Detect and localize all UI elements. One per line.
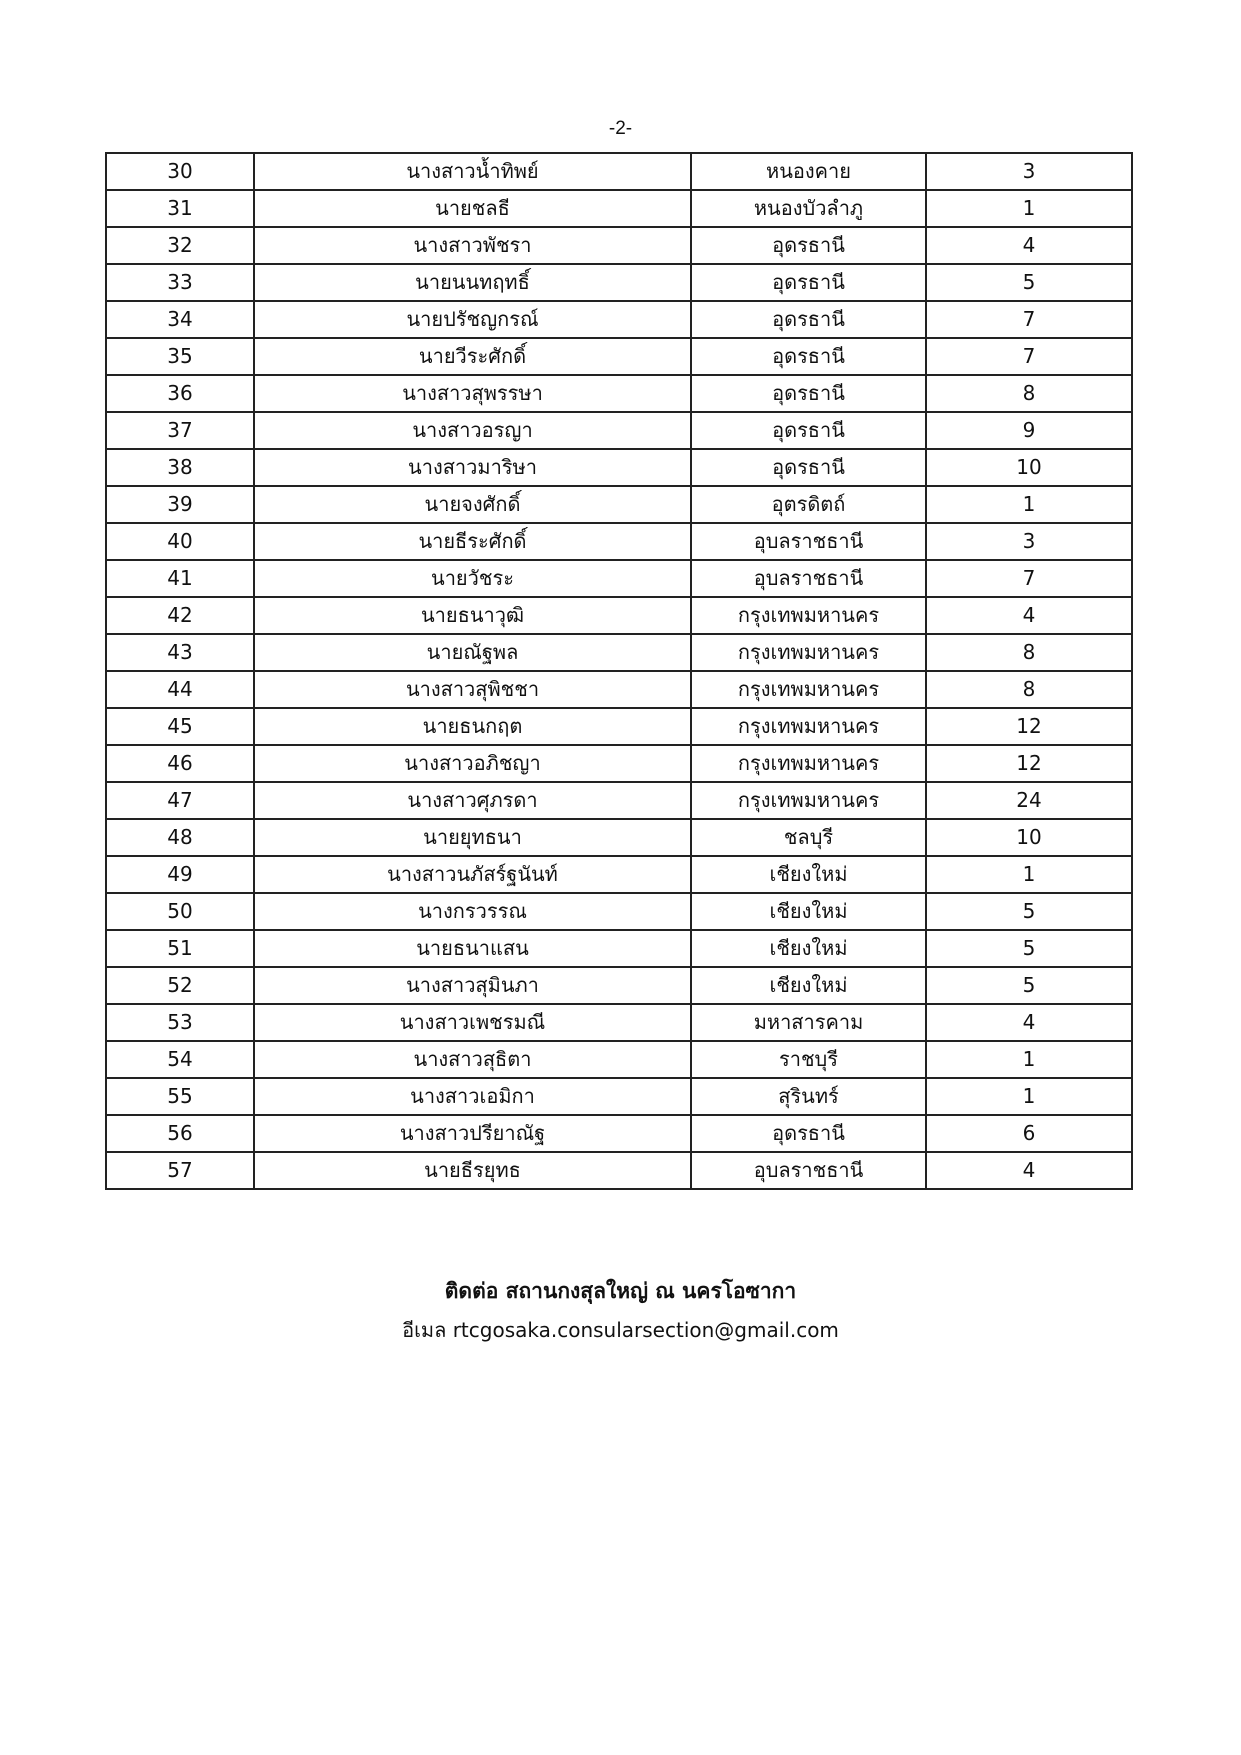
cell-no: 53: [106, 1004, 254, 1041]
table-row: [106, 523, 1132, 560]
cell-count: 12: [926, 708, 1132, 745]
cell-no: 39: [106, 486, 254, 523]
cell-count: 24: [926, 782, 1132, 819]
cell-count: 7: [926, 338, 1132, 375]
cell-province: อุบลราชธานี: [691, 1152, 926, 1189]
cell-no: 52: [106, 967, 254, 1004]
cell-count: 7: [926, 560, 1132, 597]
cell-name: นายธีระศักดิ์: [254, 523, 691, 560]
table-row: [106, 264, 1132, 301]
cell-name: นายปรัชญกรณ์: [254, 301, 691, 338]
cell-name: นางสาวสุธิตา: [254, 1041, 691, 1078]
cell-no: 40: [106, 523, 254, 560]
table-row: [106, 745, 1132, 782]
cell-count: 4: [926, 1152, 1132, 1189]
cell-province: มหาสารคาม: [691, 1004, 926, 1041]
cell-province: ราชบุรี: [691, 1041, 926, 1078]
table-row: [106, 1041, 1132, 1078]
table-row: [106, 375, 1132, 412]
cell-count: 1: [926, 856, 1132, 893]
cell-name: นายธีรยุทธ: [254, 1152, 691, 1189]
cell-name: นายวีระศักดิ์: [254, 338, 691, 375]
cell-province: กรุงเทพมหานคร: [691, 634, 926, 671]
cell-province: เชียงใหม่: [691, 967, 926, 1004]
table-row: [106, 412, 1132, 449]
table-row: [106, 708, 1132, 745]
table-row: [106, 301, 1132, 338]
cell-province: ชลบุรี: [691, 819, 926, 856]
cell-no: 41: [106, 560, 254, 597]
cell-province: อุดรธานี: [691, 264, 926, 301]
cell-count: 7: [926, 301, 1132, 338]
cell-no: 34: [106, 301, 254, 338]
cell-count: 4: [926, 227, 1132, 264]
cell-province: อุดรธานี: [691, 412, 926, 449]
table-row: [106, 560, 1132, 597]
cell-count: 5: [926, 930, 1132, 967]
cell-province: เชียงใหม่: [691, 856, 926, 893]
cell-no: 54: [106, 1041, 254, 1078]
cell-name: นางสาวสุพิชชา: [254, 671, 691, 708]
table-row: [106, 338, 1132, 375]
table-row: [106, 967, 1132, 1004]
contact-email: อีเมล rtcgosaka.consularsection@gmail.com: [402, 1318, 839, 1342]
cell-name: นางสาวศุภรดา: [254, 782, 691, 819]
cell-name: นายนนทฤทธิ์: [254, 264, 691, 301]
cell-no: 31: [106, 190, 254, 227]
cell-name: นายชลธี: [254, 190, 691, 227]
cell-province: อุดรธานี: [691, 375, 926, 412]
table-row: [106, 153, 1132, 190]
cell-no: 33: [106, 264, 254, 301]
cell-no: 48: [106, 819, 254, 856]
cell-no: 56: [106, 1115, 254, 1152]
cell-province: อุดรธานี: [691, 449, 926, 486]
table-row: [106, 190, 1132, 227]
cell-count: 6: [926, 1115, 1132, 1152]
table-row: [106, 1004, 1132, 1041]
cell-province: อุดรธานี: [691, 301, 926, 338]
cell-province: กรุงเทพมหานคร: [691, 671, 926, 708]
cell-name: นางสาวอรญา: [254, 412, 691, 449]
table-row: [106, 782, 1132, 819]
cell-count: 3: [926, 523, 1132, 560]
cell-province: เชียงใหม่: [691, 930, 926, 967]
table-row: [106, 449, 1132, 486]
cell-no: 45: [106, 708, 254, 745]
cell-no: 51: [106, 930, 254, 967]
cell-province: กรุงเทพมหานคร: [691, 782, 926, 819]
page-number: -2-: [608, 118, 633, 139]
cell-name: นางสาวนภัสร์ฐนันท์: [254, 856, 691, 893]
cell-province: กรุงเทพมหานคร: [691, 597, 926, 634]
table-row: [106, 856, 1132, 893]
cell-count: 4: [926, 1004, 1132, 1041]
roster-table: [105, 152, 1133, 1190]
cell-name: นายธนกฤต: [254, 708, 691, 745]
cell-count: 1: [926, 1078, 1132, 1115]
cell-province: กรุงเทพมหานคร: [691, 745, 926, 782]
cell-no: 57: [106, 1152, 254, 1189]
cell-no: 38: [106, 449, 254, 486]
cell-no: 46: [106, 745, 254, 782]
cell-no: 55: [106, 1078, 254, 1115]
cell-no: 32: [106, 227, 254, 264]
cell-count: 5: [926, 264, 1132, 301]
cell-count: 10: [926, 449, 1132, 486]
table-row: [106, 1078, 1132, 1115]
cell-count: 1: [926, 1041, 1132, 1078]
cell-no: 47: [106, 782, 254, 819]
table-row: [106, 1152, 1132, 1189]
cell-name: นางสาวน้ำทิพย์: [254, 153, 691, 190]
table-row: [106, 486, 1132, 523]
cell-count: 8: [926, 375, 1132, 412]
cell-no: 42: [106, 597, 254, 634]
cell-no: 37: [106, 412, 254, 449]
cell-name: นางสาวปรียาณัฐ: [254, 1115, 691, 1152]
cell-name: นางสาวสุมินภา: [254, 967, 691, 1004]
cell-province: หนองบัวลำภู: [691, 190, 926, 227]
cell-count: 5: [926, 967, 1132, 1004]
cell-name: นางสาวเพชรมณี: [254, 1004, 691, 1041]
cell-province: กรุงเทพมหานคร: [691, 708, 926, 745]
cell-count: 8: [926, 634, 1132, 671]
cell-name: นางสาวอภิชญา: [254, 745, 691, 782]
cell-province: อุดรธานี: [691, 1115, 926, 1152]
cell-count: 4: [926, 597, 1132, 634]
cell-count: 12: [926, 745, 1132, 782]
table-row: [106, 634, 1132, 671]
table-row: [106, 819, 1132, 856]
cell-name: นายวัชระ: [254, 560, 691, 597]
cell-province: หนองคาย: [691, 153, 926, 190]
table-row: [106, 893, 1132, 930]
cell-no: 43: [106, 634, 254, 671]
cell-count: 8: [926, 671, 1132, 708]
cell-name: นายยุทธนา: [254, 819, 691, 856]
cell-name: นางสาวสุพรรษา: [254, 375, 691, 412]
cell-name: นายธนาวุฒิ: [254, 597, 691, 634]
cell-no: 30: [106, 153, 254, 190]
cell-name: นางสาวเอมิกา: [254, 1078, 691, 1115]
cell-name: นายธนาแสน: [254, 930, 691, 967]
cell-count: 10: [926, 819, 1132, 856]
contact-title: ติดต่อ สถานกงสุลใหญ่ ณ นครโอซากา: [444, 1279, 797, 1303]
cell-count: 9: [926, 412, 1132, 449]
roster-table-body: [106, 153, 1132, 1189]
cell-province: อุตรดิตถ์: [691, 486, 926, 523]
cell-province: อุดรธานี: [691, 338, 926, 375]
cell-no: 49: [106, 856, 254, 893]
cell-no: 36: [106, 375, 254, 412]
cell-province: อุบลราชธานี: [691, 523, 926, 560]
cell-count: 5: [926, 893, 1132, 930]
cell-name: นางสาวพัชรา: [254, 227, 691, 264]
cell-no: 44: [106, 671, 254, 708]
cell-count: 3: [926, 153, 1132, 190]
cell-province: อุบลราชธานี: [691, 560, 926, 597]
cell-count: 1: [926, 190, 1132, 227]
table-row: [106, 227, 1132, 264]
cell-province: เชียงใหม่: [691, 893, 926, 930]
cell-no: 35: [106, 338, 254, 375]
cell-province: สุรินทร์: [691, 1078, 926, 1115]
cell-count: 1: [926, 486, 1132, 523]
table-row: [106, 597, 1132, 634]
table-row: [106, 671, 1132, 708]
cell-name: นายจงศักดิ์: [254, 486, 691, 523]
table-row: [106, 1115, 1132, 1152]
cell-no: 50: [106, 893, 254, 930]
cell-name: นางสาวมาริษา: [254, 449, 691, 486]
cell-name: นางกรวรรณ: [254, 893, 691, 930]
cell-name: นายณัฐพล: [254, 634, 691, 671]
table-row: [106, 930, 1132, 967]
cell-province: อุดรธานี: [691, 227, 926, 264]
